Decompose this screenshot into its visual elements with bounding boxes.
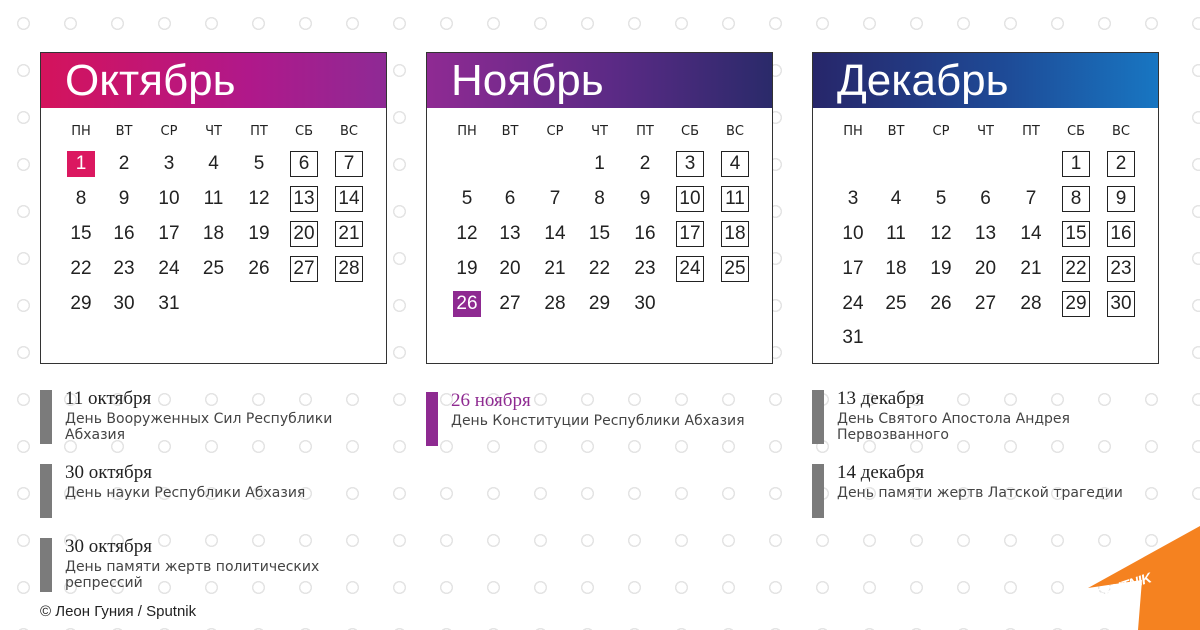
day-cell: 22 xyxy=(1062,256,1090,282)
day-cell: 25 xyxy=(202,257,225,279)
day-cell: 24 xyxy=(676,256,704,282)
day-cell: 23 xyxy=(634,257,656,279)
holiday-description: День Вооруженных Сил Республики Абхазия xyxy=(65,411,333,443)
weekday-sun: ВС xyxy=(1112,123,1130,139)
weekday-fri: ПТ xyxy=(1022,123,1040,139)
holiday-marker xyxy=(40,464,52,518)
holiday-date: 30 октября xyxy=(65,536,152,557)
day-cell: 27 xyxy=(290,256,318,282)
day-cell: 29 xyxy=(1062,291,1090,317)
weekday-wed: СР xyxy=(546,123,564,139)
holiday-marker xyxy=(812,464,824,518)
day-cell: 14 xyxy=(544,222,566,244)
day-cell: 17 xyxy=(676,221,704,247)
day-cell: 18 xyxy=(885,257,907,279)
calendar-october xyxy=(40,52,387,364)
weekday-sat: СБ xyxy=(295,123,313,139)
empty-day-cell xyxy=(927,151,955,177)
weekday-thu: ЧТ xyxy=(205,123,222,139)
week-row xyxy=(813,321,1158,356)
day-cell: 9 xyxy=(1107,186,1135,212)
empty-day-cell xyxy=(721,291,749,317)
holiday-item xyxy=(40,536,360,592)
holiday-date: 14 декабря xyxy=(837,462,925,483)
day-cell: 3 xyxy=(676,151,704,177)
days-grid xyxy=(41,147,386,321)
holiday-item xyxy=(812,388,1132,444)
day-cell: 5 xyxy=(935,188,947,210)
day-cell: 15 xyxy=(588,222,611,244)
empty-day-cell xyxy=(972,151,1000,177)
day-cell: 26 xyxy=(248,257,270,279)
day-cell: 20 xyxy=(499,257,521,279)
empty-day-cell xyxy=(972,325,1000,351)
day-cell: 18 xyxy=(202,222,225,244)
week-row xyxy=(41,286,386,321)
month-title-november: Ноябрь xyxy=(427,53,772,108)
weekday-sun: ВС xyxy=(340,123,358,139)
weekday-sun: ВС xyxy=(726,123,744,139)
weekday-mon: ПН xyxy=(71,123,91,139)
week-row xyxy=(427,251,772,286)
day-cell: 31 xyxy=(158,292,180,314)
weekday-header xyxy=(427,118,772,144)
day-cell: 19 xyxy=(248,222,270,244)
day-cell: 6 xyxy=(980,188,991,210)
holiday-date: 11 октября xyxy=(65,388,152,409)
holiday-day-cell: 26 xyxy=(453,291,481,317)
day-cell: 21 xyxy=(544,257,566,279)
month-title-october: Октябрь xyxy=(41,53,386,108)
holiday-marker xyxy=(40,538,52,592)
day-cell: 2 xyxy=(1107,151,1135,177)
day-cell: 6 xyxy=(290,151,318,177)
day-cell: 7 xyxy=(549,188,561,210)
empty-day-cell xyxy=(882,325,910,351)
weekday-tue: ВТ xyxy=(501,123,519,139)
day-cell: 29 xyxy=(588,292,611,314)
day-cell: 30 xyxy=(113,292,135,314)
day-cell: 2 xyxy=(118,153,130,175)
holiday-description: День Святого Апостола Андрея Первозванного xyxy=(837,411,1070,443)
week-row xyxy=(41,182,386,217)
day-cell: 8 xyxy=(75,188,87,210)
holiday-description: День памяти жертв политических репрессий xyxy=(65,559,320,591)
weekday-tue: ВТ xyxy=(115,123,133,139)
holiday-marker xyxy=(40,390,52,444)
day-cell: 30 xyxy=(1107,291,1135,317)
day-cell: 10 xyxy=(158,188,180,210)
weekday-wed: СР xyxy=(932,123,950,139)
day-cell: 8 xyxy=(1062,186,1090,212)
empty-day-cell xyxy=(1017,325,1045,351)
day-cell: 21 xyxy=(335,221,363,247)
week-row xyxy=(427,182,772,217)
weekday-fri: ПТ xyxy=(636,123,654,139)
day-cell: 2 xyxy=(639,153,651,175)
day-cell: 17 xyxy=(842,257,864,279)
week-row xyxy=(813,251,1158,286)
holiday-item xyxy=(426,390,746,446)
day-cell: 5 xyxy=(461,188,473,210)
weekday-thu: ЧТ xyxy=(977,123,994,139)
day-cell: 4 xyxy=(208,153,219,175)
day-cell: 16 xyxy=(634,222,656,244)
day-cell: 13 xyxy=(499,222,521,244)
holiday-date: 13 декабря xyxy=(837,388,925,409)
day-cell: 9 xyxy=(118,188,130,210)
holiday-description: День памяти жертв Латской трагедии xyxy=(837,485,1123,501)
holiday-marker xyxy=(812,390,824,444)
day-cell: 15 xyxy=(70,222,92,244)
holiday-description: День Конституции Республики Абхазия xyxy=(451,413,745,429)
day-cell: 3 xyxy=(163,153,175,175)
holiday-marker xyxy=(426,392,438,446)
weekday-header xyxy=(813,118,1158,144)
day-cell: 12 xyxy=(930,222,952,244)
day-cell: 13 xyxy=(290,186,318,212)
days-grid xyxy=(813,147,1158,356)
holidays-october xyxy=(40,388,360,610)
empty-day-cell xyxy=(1017,151,1045,177)
day-cell: 31 xyxy=(842,327,864,349)
week-row xyxy=(813,147,1158,182)
photo-credit: © Леон Гуния / Sputnik xyxy=(40,603,197,620)
day-cell: 22 xyxy=(588,257,611,279)
empty-day-cell xyxy=(541,151,569,177)
week-row xyxy=(813,217,1158,252)
day-cell: 28 xyxy=(1020,292,1042,314)
weekday-tue: ВТ xyxy=(887,123,905,139)
weekday-wed: СР xyxy=(160,123,178,139)
holiday-description: День науки Республики Абхазия xyxy=(65,485,306,501)
holiday-date: 30 октября xyxy=(65,462,152,483)
empty-day-cell xyxy=(676,291,704,317)
day-cell: 23 xyxy=(1107,256,1135,282)
weekday-sat: СБ xyxy=(1067,123,1085,139)
day-cell: 1 xyxy=(1062,151,1090,177)
empty-day-cell xyxy=(882,151,910,177)
day-cell: 30 xyxy=(634,292,656,314)
day-cell: 14 xyxy=(1020,222,1042,244)
day-cell: 15 xyxy=(1062,221,1090,247)
day-cell: 11 xyxy=(203,188,224,210)
week-row xyxy=(813,286,1158,321)
month-title-december: Декабрь xyxy=(813,53,1158,108)
day-cell: 29 xyxy=(70,292,92,314)
day-cell: 21 xyxy=(1020,257,1042,279)
day-cell: 5 xyxy=(253,153,265,175)
day-cell: 12 xyxy=(456,222,478,244)
sputnik-logo xyxy=(1080,518,1200,630)
weekday-fri: ПТ xyxy=(250,123,268,139)
weekday-mon: ПН xyxy=(843,123,863,139)
day-cell: 25 xyxy=(885,292,907,314)
day-cell: 19 xyxy=(456,257,478,279)
calendar-december xyxy=(812,52,1159,364)
day-cell: 7 xyxy=(1025,188,1037,210)
day-cell: 10 xyxy=(676,186,704,212)
day-cell: 1 xyxy=(594,153,605,175)
weekday-mon: ПН xyxy=(457,123,477,139)
weekday-header xyxy=(41,118,386,144)
week-row xyxy=(427,147,772,182)
calendar-november xyxy=(426,52,773,364)
day-cell: 14 xyxy=(335,186,363,212)
empty-day-cell xyxy=(245,291,273,317)
weekday-thu: ЧТ xyxy=(591,123,608,139)
empty-day-cell xyxy=(290,291,318,317)
holiday-item xyxy=(812,462,1132,518)
day-cell: 24 xyxy=(842,292,864,314)
holiday-date: 26 ноября xyxy=(451,390,531,411)
holidays-december xyxy=(812,388,1132,536)
holidays-november xyxy=(426,390,746,464)
week-row xyxy=(41,217,386,252)
day-cell: 17 xyxy=(158,222,180,244)
empty-day-cell xyxy=(839,151,867,177)
empty-day-cell xyxy=(335,291,363,317)
empty-day-cell xyxy=(496,151,524,177)
day-cell: 22 xyxy=(70,257,92,279)
empty-day-cell xyxy=(200,291,228,317)
day-cell: 11 xyxy=(721,186,749,212)
day-cell: 25 xyxy=(721,256,749,282)
day-cell: 6 xyxy=(504,188,516,210)
holiday-item xyxy=(40,462,360,518)
week-row xyxy=(41,251,386,286)
day-cell: 12 xyxy=(248,188,270,210)
holiday-item xyxy=(40,388,360,444)
day-cell: 18 xyxy=(721,221,749,247)
day-cell: 10 xyxy=(842,222,864,244)
days-grid xyxy=(427,147,772,321)
day-cell: 16 xyxy=(1107,221,1135,247)
day-cell: 24 xyxy=(158,257,180,279)
day-cell: 11 xyxy=(886,222,906,244)
day-cell: 7 xyxy=(335,151,363,177)
day-cell: 26 xyxy=(930,292,952,314)
week-row xyxy=(813,182,1158,217)
day-cell: 4 xyxy=(890,188,902,210)
day-cell: 28 xyxy=(544,292,566,314)
day-cell: 8 xyxy=(594,188,605,210)
empty-day-cell xyxy=(1062,325,1090,351)
week-row xyxy=(41,147,386,182)
day-cell: 19 xyxy=(930,257,952,279)
day-cell: 9 xyxy=(639,188,651,210)
day-cell: 3 xyxy=(847,188,859,210)
day-cell: 20 xyxy=(290,221,318,247)
holiday-day-cell: 1 xyxy=(67,151,95,177)
week-row xyxy=(427,217,772,252)
empty-day-cell xyxy=(1107,325,1135,351)
day-cell: 4 xyxy=(721,151,749,177)
day-cell: 28 xyxy=(335,256,363,282)
empty-day-cell xyxy=(453,151,481,177)
empty-day-cell xyxy=(927,325,955,351)
weekday-sat: СБ xyxy=(681,123,699,139)
week-row xyxy=(427,286,772,321)
day-cell: 16 xyxy=(113,222,135,244)
day-cell: 27 xyxy=(499,292,521,314)
day-cell: 13 xyxy=(974,222,997,244)
day-cell: 23 xyxy=(113,257,135,279)
day-cell: 20 xyxy=(974,257,997,279)
day-cell: 27 xyxy=(974,292,997,314)
sputnik-logo-text: SPUTNIK xyxy=(1092,569,1154,603)
